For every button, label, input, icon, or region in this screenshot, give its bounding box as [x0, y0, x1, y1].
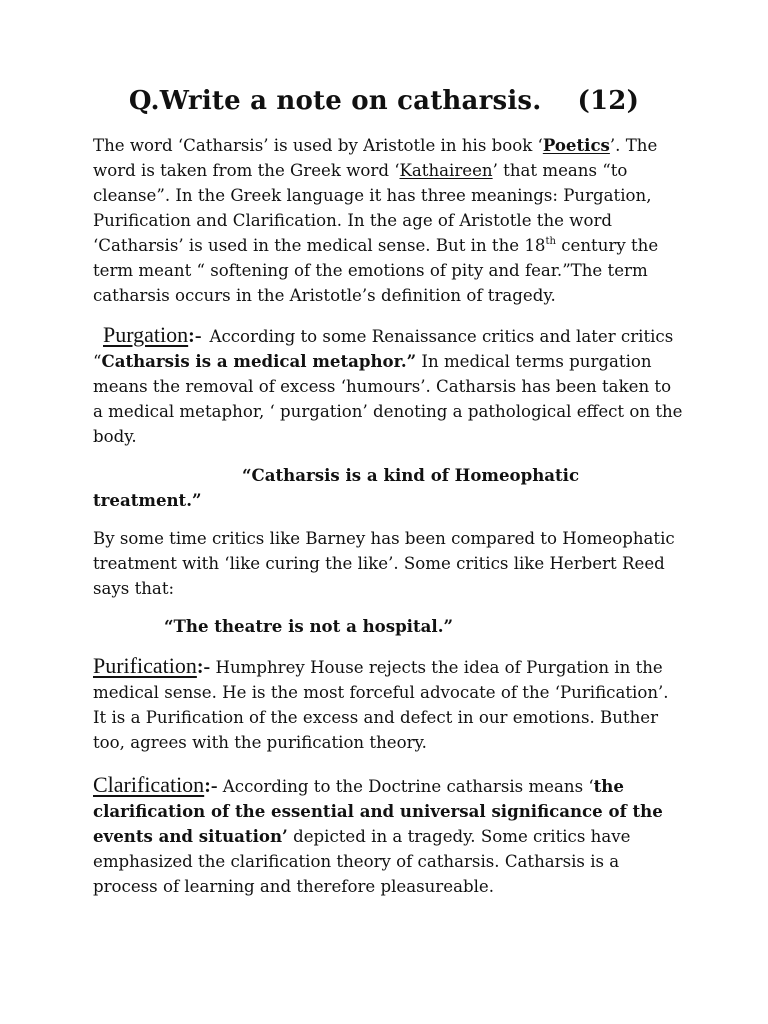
purification-heading: Purification — [93, 653, 197, 678]
purgation-text-1: According to some Renaissance critics and later critics “ — [93, 327, 674, 371]
title-marks: (12) — [577, 86, 640, 116]
clarification-bold-phrase: the clarification of the essential and universal significance of the events and situation’ — [93, 776, 663, 846]
ordinal-superscript: th — [545, 236, 556, 247]
intro-text-4: century the term meant “ softening of the emotions of pity and fear.”The term catharsis occurs in the Aristotle’s definition of tragedy. — [93, 236, 659, 305]
clarification-paragraph — [93, 772, 683, 899]
page-title — [0, 86, 768, 116]
purgation-paragraph — [93, 322, 683, 449]
theatre-quote: “The theatre is not a hospital.” — [164, 616, 454, 636]
clarification-colon: :- — [204, 775, 218, 797]
intro-text-1: The word ‘Catharsis’ is used by Aristotle in his book ‘ — [93, 136, 543, 155]
title-text: Q.Write a note on catharsis. — [128, 86, 542, 116]
clarification-heading: Clarification — [93, 772, 205, 797]
purgation-heading: Purgation — [103, 322, 189, 347]
clarification-text-2: depicted in a tragedy. Some critics have emphasized the clarification theory of catharsis. Catharsis is a process of learning and therefore pleasureable. — [93, 827, 631, 896]
homeopathic-quote-line-2: treatment.” — [93, 490, 202, 510]
purgation-colon: :- — [188, 325, 202, 347]
purification-paragraph — [93, 653, 683, 755]
clarification-text-1: According to the Doctrine catharsis means ‘ — [217, 777, 594, 796]
kathaireen-term: Kathaireen — [399, 161, 493, 180]
purgation-text-2: In medical terms purgation means the removal of excess ‘humours’. Catharsis has been taken to a medical metaphor, ‘ purgation’ denoting a pathological effect on the body. — [93, 352, 683, 446]
poetics-term: Poetics — [542, 135, 610, 155]
intro-text-2: ’. The word is taken from the Greek word ‘ — [93, 136, 658, 180]
barney-paragraph: By some time critics like Barney has been compared to Homeophatic treatment with ‘like curing the like’. Some critics like Herbert Reed says that: — [93, 529, 675, 598]
purification-text: Humphrey House rejects the idea of Purgation in the medical sense. He is the most forceful advocate of the ‘Purification’. It is a Purification of the excess and defect in our emotions. Buther too, agrees with the purification theory. — [93, 658, 669, 752]
purgation-bold-quote: Catharsis is a medical metaphor.” — [101, 351, 417, 371]
intro-paragraph — [93, 133, 683, 308]
homeopathic-quote-line-1: “Catharsis is a kind of Homeophatic — [242, 465, 580, 485]
intro-text-3: ’ that means “to cleanse”. In the Greek language it has three meanings: Purgation, Purification and Clarification. In the age of Aristotle the word ‘Catharsis’ is used in the medical sense. But in the 18 — [93, 161, 652, 255]
purification-colon: :- — [196, 656, 211, 678]
